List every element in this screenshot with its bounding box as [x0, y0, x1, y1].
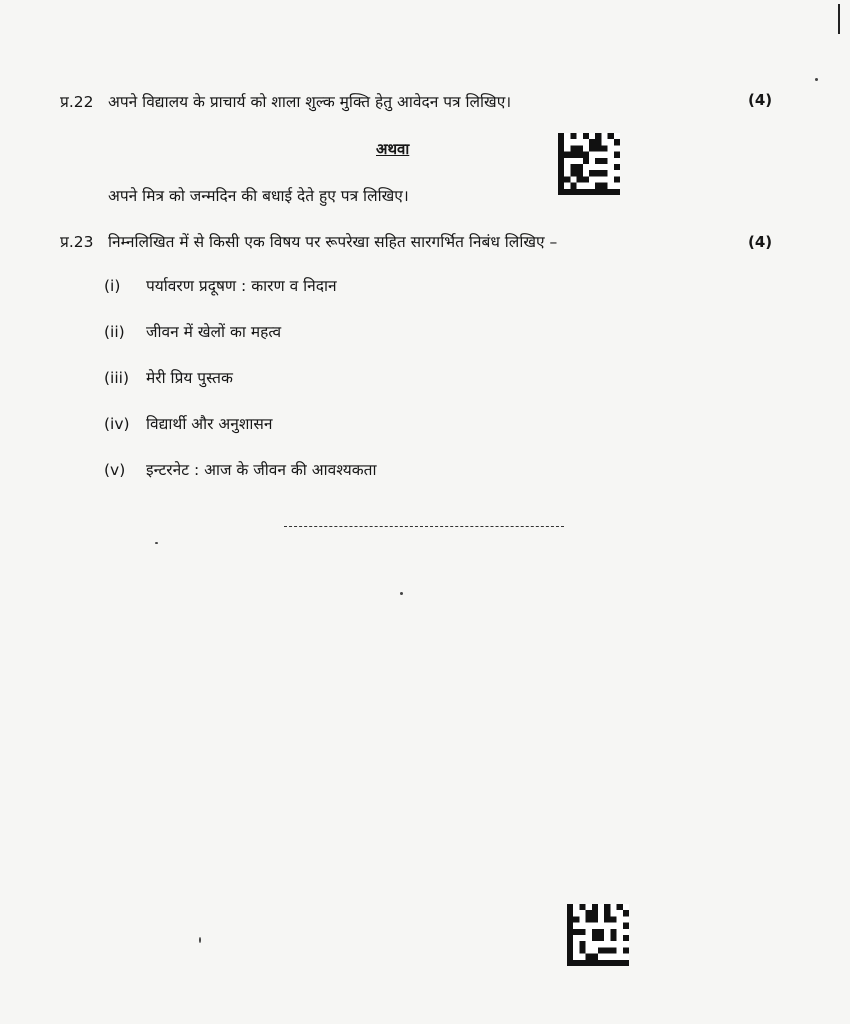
- scan-speck: [400, 592, 403, 595]
- option-number: (ii): [104, 323, 125, 341]
- q22-alt-text: अपने मित्र को जन्मदिन की बधाई देते हुए पत्र लिखिए।: [108, 187, 409, 205]
- scan-speck: [155, 542, 158, 544]
- option-number: (iv): [104, 415, 130, 433]
- q22-text: अपने विद्यालय के प्राचार्य को शाला शुल्क मुक्ति हेतु आवेदन पत्र लिखिए।: [108, 93, 512, 111]
- option-text: जीवन में खेलों का महत्व: [146, 323, 282, 341]
- q23-text: निम्नलिखित में से किसी एक विषय पर रूपरेखा सहित सारगर्भित निबंध लिखिए –: [108, 233, 558, 251]
- scan-speck: [199, 937, 201, 943]
- page-edge-mark: [838, 4, 840, 34]
- option-text: इन्टरनेट : आज के जीवन की आवश्यकता: [146, 461, 377, 479]
- q22-marks: (4): [748, 91, 773, 109]
- or-heading: अथवा: [376, 140, 410, 158]
- section-end-divider: [284, 526, 564, 527]
- option-text: पर्यावरण प्रदूषण : कारण व निदान: [146, 277, 337, 295]
- option-text: मेरी प्रिय पुस्तक: [146, 369, 233, 387]
- option-number: (i): [104, 277, 121, 295]
- q22-number: प्र.22: [60, 93, 94, 111]
- qr-code-top: [558, 133, 620, 195]
- option-number: (iii): [104, 369, 130, 387]
- q23-number: प्र.23: [60, 233, 94, 251]
- scan-speck: [815, 78, 818, 81]
- option-text: विद्यार्थी और अनुशासन: [146, 415, 273, 433]
- option-number: (v): [104, 461, 126, 479]
- q23-marks: (4): [748, 233, 773, 251]
- qr-code-bottom: [567, 904, 629, 966]
